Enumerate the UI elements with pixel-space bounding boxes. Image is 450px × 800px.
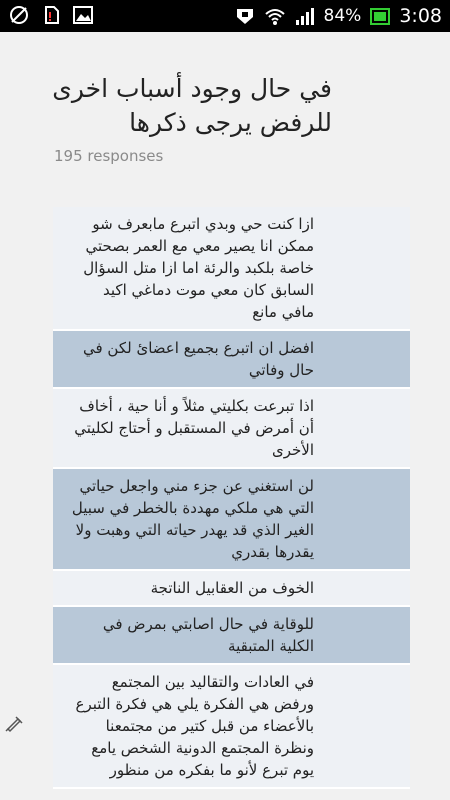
status-bar — [0, 0, 450, 32]
response-item: اذا تبرعت بكليتي مثلاً و أنا حية ، أخاف أن أمرض في المستقبل و أحتاج لكليتي الأخرى — [53, 389, 410, 469]
responses-list[interactable] — [53, 207, 410, 779]
response-item: افضل ان اتبرع بجميع اعضائ لكن في حال وفاتي — [53, 331, 410, 389]
wifi-icon — [264, 5, 286, 27]
app-icon — [234, 5, 256, 27]
pin-icon[interactable] — [3, 712, 25, 734]
image-icon — [72, 4, 94, 26]
battery-percent: 84% — [323, 6, 362, 26]
response-item: في العادات والتقاليد بين المجتمع ورفض هي الفكرة يلي هي فكرة التبرع بالأعضاء من قبل كتير من مجتمعنا ونظرة المجتمع الدونية الشخص يامع يوم تبرع لأنو ما بفكره من منظور — [53, 665, 410, 789]
response-item: ازا كنت حي وبدي اتبرع مابعرف شو ممكن انا يصير معي مع العمر بصحتي خاصة بلكبد والرئة اما ازا متل السؤال السابق كان معي موت دماغي اكيد مافي مانع — [53, 207, 410, 331]
clock: 3:08 — [399, 5, 442, 27]
battery-icon — [369, 5, 391, 27]
sim-error-icon — [40, 4, 62, 26]
response-item: للوقاية في حال اصابتي بمرض في الكلية المتبقية — [53, 607, 410, 665]
no-sim-icon — [8, 4, 30, 26]
responses-count: 195 responses — [54, 147, 164, 165]
response-item: الخوف من العقابيل الناتجة — [53, 571, 410, 607]
signal-icon — [294, 5, 316, 27]
question-title: في حال وجود أسباب اخرى للرفض يرجى ذكرها — [52, 74, 332, 137]
response-item: لن استغني عن جزء مني واجعل حياتي التي هي ملكي مهددة بالخطر في سبيل الغير الذي قد يهدر حياته التي وهبت ولا يقدرها بقدري — [53, 469, 410, 571]
